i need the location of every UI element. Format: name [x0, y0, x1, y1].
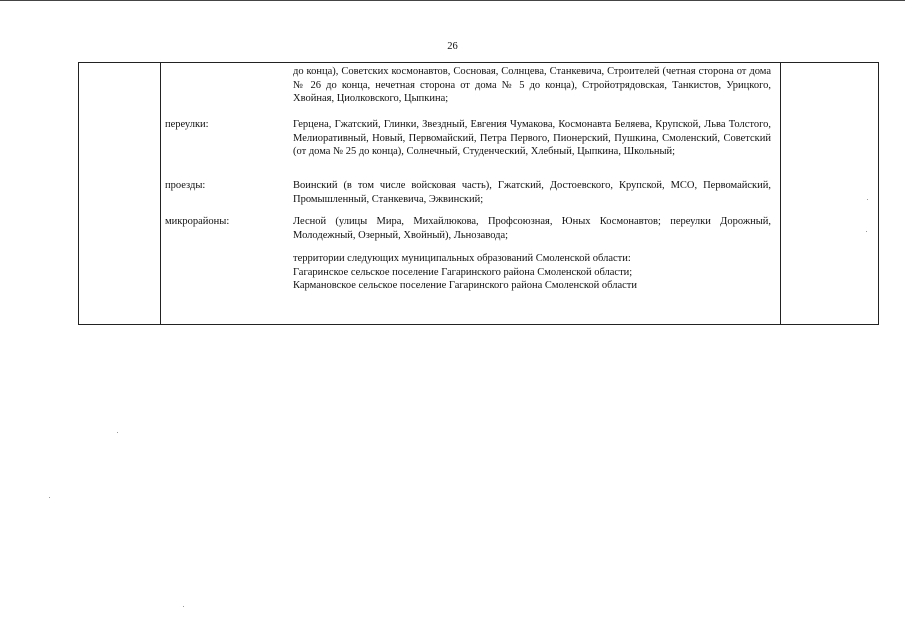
territory-item: Кармановское сельское поселение Гагаринского района Смоленской области: [293, 280, 637, 291]
scan-speck: [49, 497, 50, 498]
passages-label: проезды:: [165, 180, 206, 191]
scan-speck: [117, 432, 118, 433]
scan-speck: [183, 606, 184, 607]
column-divider-1: [160, 63, 161, 324]
territories-heading: территории следующих муниципальных образований Смоленской области:: [293, 253, 631, 264]
scan-speck: [867, 199, 868, 200]
microdistricts-label: микрорайоны:: [165, 216, 230, 227]
scan-speck: [866, 231, 867, 232]
column-divider-2: [780, 63, 781, 324]
passages-text: Воинский (в том числе войсковая часть), Гжатский, Достоевского, Крупской, МСО, Первомайский, Промышленный, Станкевича, Эжвинский;: [293, 180, 771, 205]
districts-table: [78, 62, 879, 325]
territory-item: Гагаринское сельское поселение Гагаринского района Смоленской области;: [293, 266, 633, 278]
microdistricts-text: Лесной (улицы Мира, Михайлюкова, Профсоюзная, Юных Космонавтов; переулки Дорожный, Молодежный, Озерный, Хвойный), Льнозавода;: [293, 216, 771, 241]
page-top-rule: [0, 0, 905, 1]
streets-continuation-text: до конца), Советских космонавтов, Сосновая, Солнцева, Станкевича, Строителей (четная сторона от дома № 26 до конца, нечетная сторона от дома № 5 до конца), Стройотрядовская, Танкистов, Урицкого, Хвойная, Циолковского, Цыпкина;: [293, 66, 771, 104]
lanes-text: Герцена, Гжатский, Глинки, Звездный, Евгения Чумакова, Космонавта Беляева, Крупской, Льва Толстого, Мелиоративный, Новый, Первомайский, Петра Первого, Пионерский, Пушкина, Смоленский, Советский (от дома № 25 до конца), Солнечный, Студенческий, Хлебный, Цыпкина, Школьный;: [293, 119, 771, 157]
lanes-label: переулки:: [165, 119, 209, 130]
territories-block: [293, 252, 771, 293]
page-number: 26: [447, 41, 458, 52]
